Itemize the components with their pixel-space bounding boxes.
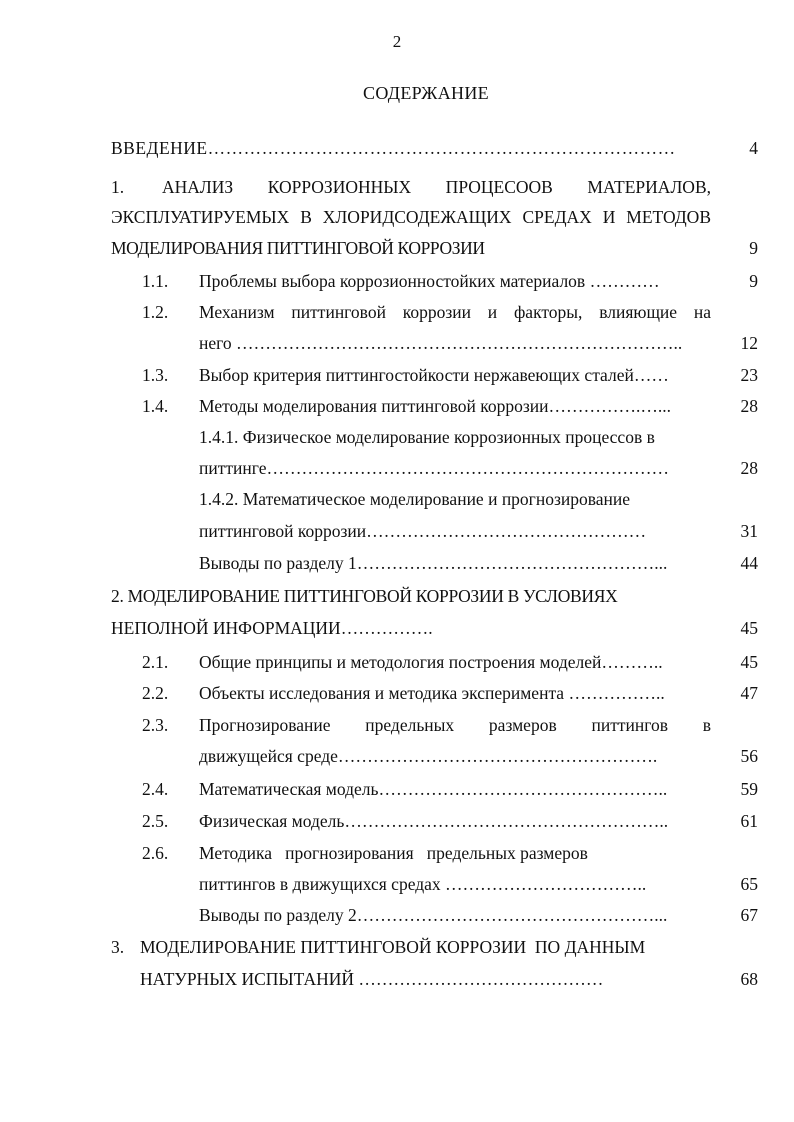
toc-entry-s2-6-line2: питтингов в движущихся средах …………………………….. <box>199 874 647 894</box>
toc-page-s2-2: 47 <box>740 683 758 703</box>
toc-entry-s1-2-line2: него ………………………………………………………………….. <box>199 333 683 353</box>
toc-page-s2-6: 65 <box>740 874 758 894</box>
toc-entry-s2-3-line2: движущейся среде………………………………………………. <box>199 746 658 766</box>
toc-page-s2-1: 45 <box>740 652 758 672</box>
toc-entry-intro: ВВЕДЕНИЕ…………………………………………………………………… <box>111 138 676 158</box>
toc-page-intro: 4 <box>749 138 758 158</box>
page-title: СОДЕРЖАНИЕ <box>363 83 489 103</box>
toc-page-s1-4-1: 28 <box>740 458 758 478</box>
toc-entry-s1-4-2-line1: 1.4.2. Математическое моделирование и прогнозирование <box>199 489 631 509</box>
toc-entry-s2-2: Объекты исследования и методика эксперимента …………….. <box>199 683 665 703</box>
toc-entry-s2-line1: 2. МОДЕЛИРОВАНИЕ ПИТТИНГОВОЙ КОРРОЗИИ В УСЛОВИЯХ <box>111 586 618 606</box>
toc-page-s1-3: 23 <box>740 365 758 385</box>
toc-num-s2-1: 2.1. <box>142 652 169 672</box>
toc-entry-s1-4-1-line1: 1.4.1. Физическое моделирование коррозионных процессов в <box>199 427 655 447</box>
toc-num-s1-4: 1.4. <box>142 396 169 416</box>
toc-entry-s2-1: Общие принципы и методология построения моделей……….. <box>199 652 663 672</box>
toc-entry-s3-line2: НАТУРНЫХ ИСПЫТАНИЙ …………………………………… <box>140 969 604 989</box>
toc-page-s3: 68 <box>740 969 758 989</box>
toc-page-s2: 45 <box>740 618 758 638</box>
toc-page-s2-5: 61 <box>740 811 758 831</box>
toc-entry-s2-3-line1: Прогнозирование предельных размеров питтингов в <box>199 715 711 735</box>
toc-entry-s1-2-line1: Механизм питтинговой коррозии и факторы, влияющие на <box>199 302 711 322</box>
toc-entry-s2-5: Физическая модель……………………………………………….. <box>199 811 669 831</box>
toc-entry-s1-4-1-line2: питтинге…………………………………………………………… <box>199 458 669 478</box>
toc-num-s2-6: 2.6. <box>142 843 169 863</box>
toc-entry-s1-4: Методы моделирования питтинговой коррозии…………….…... <box>199 396 671 416</box>
toc-entry-s1-line2: ЭКСПЛУАТИРУЕМЫХ В ХЛОРИДСОДЕЖАЩИХ СРЕДАХ И МЕТОДОВ <box>111 207 711 227</box>
toc-page-s2-3: 56 <box>740 746 758 766</box>
toc-entry-s2-4: Математическая модель………………………………………….. <box>199 779 668 799</box>
toc-num-s3: 3. <box>111 937 125 957</box>
toc-page-s1-4: 28 <box>740 396 758 416</box>
toc-entry-s1-conclusions: Выводы по разделу 1……………………………………………... <box>199 553 668 573</box>
toc-entry-s2-6-line1: Методика прогнозирования предельных размеров <box>199 843 588 863</box>
toc-page-s2-conclusions: 67 <box>740 905 758 925</box>
toc-entry-s1-3: Выбор критерия питтингостойкости нержавеющих сталей…… <box>199 365 669 385</box>
toc-page-s1: 9 <box>749 238 758 258</box>
toc-num-s2-2: 2.2. <box>142 683 169 703</box>
toc-num-s1-2: 1.2. <box>142 302 169 322</box>
toc-entry-s1-1: Проблемы выбора коррозионностойких материалов ………… <box>199 271 660 291</box>
toc-entry-s1-line3: МОДЕЛИРОВАНИЯ ПИТТИНГОВОЙ КОРРОЗИИ <box>111 238 485 258</box>
toc-page-s2-4: 59 <box>740 779 758 799</box>
toc-num-s1-1: 1.1. <box>142 271 169 291</box>
toc-num-s2-4: 2.4. <box>142 779 169 799</box>
toc-page-s1-1: 9 <box>749 271 758 291</box>
toc-entry-s2-line2: НЕПОЛНОЙ ИНФОРМАЦИИ……………. <box>111 618 433 638</box>
toc-entry-s1-4-2-line2: питтинговой коррозии………………………………………… <box>199 521 647 541</box>
toc-page-s1-4-2: 31 <box>740 521 758 541</box>
toc-entry-s1-line1: АНАЛИЗ КОРРОЗИОННЫХ ПРОЦЕСООВ МАТЕРИАЛОВ, <box>162 177 711 197</box>
toc-entry-s2-conclusions: Выводы по разделу 2……………………………………………... <box>199 905 668 925</box>
toc-page-s1-2: 12 <box>740 333 758 353</box>
toc-num-s2-3: 2.3. <box>142 715 169 735</box>
toc-page-s1-conclusions: 44 <box>740 553 758 573</box>
toc-num-s2-5: 2.5. <box>142 811 169 831</box>
toc-num-s1-3: 1.3. <box>142 365 169 385</box>
toc-entry-s3-line1: МОДЕЛИРОВАНИЕ ПИТТИНГОВОЙ КОРРОЗИИ ПО ДАННЫМ <box>140 937 646 957</box>
toc-num-s1: 1. <box>111 177 125 197</box>
page-number: 2 <box>392 32 402 51</box>
